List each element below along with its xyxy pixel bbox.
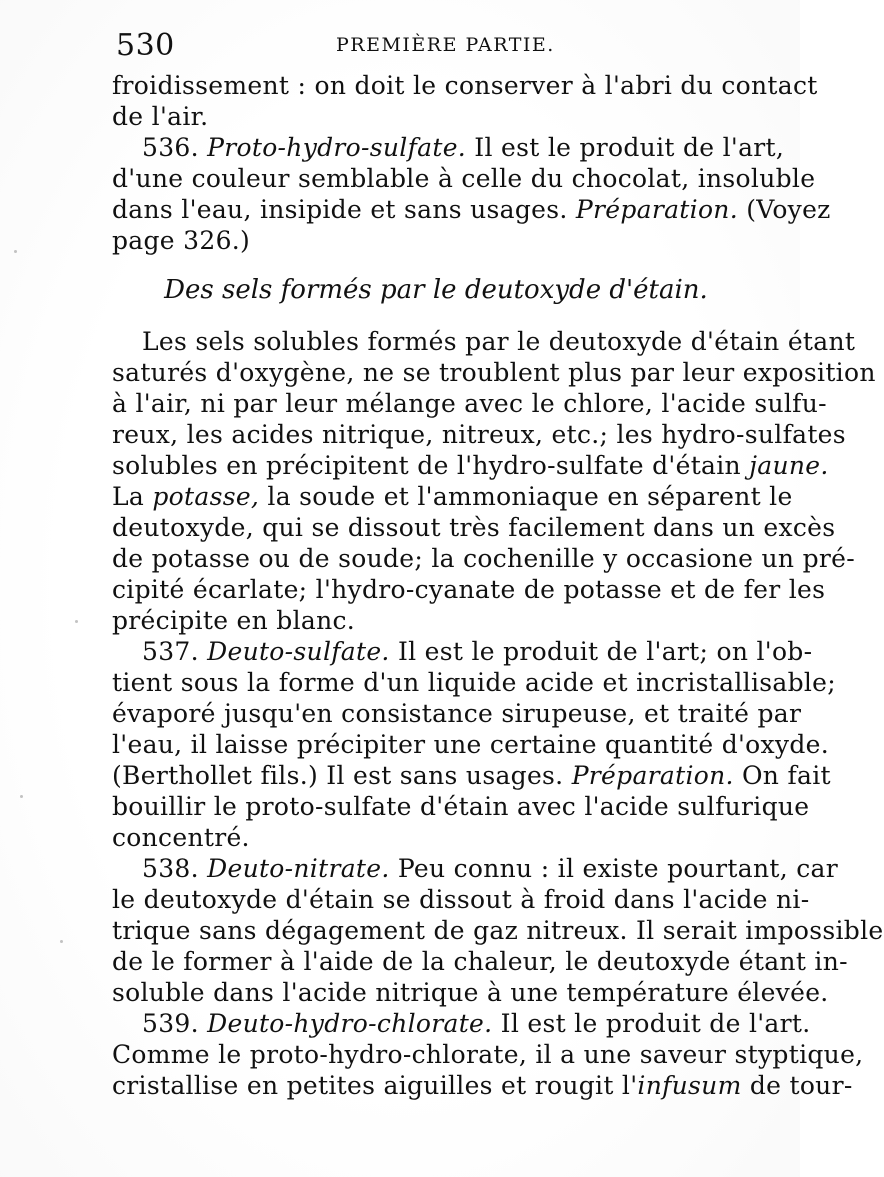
text-segment: On fait [742,761,831,790]
preparation-label: Préparation. [575,195,738,224]
text-line: l'eau, il laisse précipiter une certaine quantité d'oxyde. [112,730,829,759]
text-line: évaporé jusqu'en consistance sirupeuse, et traité par [112,699,802,728]
text-segment: Peu connu : il existe pourtant, car [397,854,838,883]
text-line: reux, les acides nitrique, nitreux, etc.; les hydro-sulfates [112,420,846,449]
entry-title: Deuto-nitrate. [207,854,390,883]
text-line: d'une couleur semblable à celle du chocolat, insoluble [112,164,816,193]
page-header [112,28,760,62]
text-line: soluble dans l'acide nitrique à une température élevée. [112,978,829,1007]
print-speck [14,250,17,253]
text-segment: dans l'eau, insipide et sans usages. [112,195,568,224]
text-line [112,194,831,225]
text-line [112,760,831,791]
text-line: page 326.) [112,226,251,255]
paragraph-536-first-line [112,132,785,163]
preparation-label: Préparation. [571,761,734,790]
section-heading: Des sels formés par le deutoxyde d'étain. [164,275,708,305]
paragraph-539-first-line [112,1008,811,1039]
text-line: Les sels solubles formés par le deutoxyde d'étain étant [142,327,856,356]
text-line: de potasse ou de soude; la cochenille y occasione un pré- [112,544,855,573]
text-line [112,450,829,481]
text-line: concentré. [112,823,250,852]
text-line: tient sous la forme d'un liquide acide et incristallisable; [112,668,836,697]
paragraph-537-first-line [112,636,813,667]
entry-title: Deuto-hydro-chlorate. [207,1009,493,1038]
text-line: bouillir le proto-sulfate d'étain avec l'acide sulfurique [112,792,810,821]
text-line: trique sans dégagement de gaz nitreux. Il serait impossible [112,916,884,945]
print-speck [75,620,78,623]
text-line: Comme le proto-hydro-chlorate, il a une saveur styptique, [112,1040,864,1069]
paragraph-number: 538. [142,854,199,883]
page-body [112,70,884,1101]
print-speck [20,795,23,798]
text-line: cipité écarlate; l'hydro-cyanate de potasse et de fer les [112,575,826,604]
page-number: 530 [116,28,175,63]
text-segment: La [112,482,145,511]
text-line [112,1070,853,1101]
emphasis: potasse, [152,482,260,511]
emphasis: jaune. [749,451,829,480]
text-line [112,481,793,512]
entry-title: Proto-hydro-sulfate. [207,133,467,162]
text-line: deutoxyde, qui se dissout très facilement dans un excès [112,513,836,542]
text-line: de le former à l'aide de la chaleur, le deutoxyde étant in- [112,947,848,976]
text-segment: solubles en précipitent de l'hydro-sulfate d'étain [112,451,741,480]
paragraph-number: 536. [142,133,199,162]
text-segment: Il est le produit de l'art. [500,1009,811,1038]
text-line: saturés d'oxygène, ne se troublent plus par leur exposition [112,358,876,387]
print-speck [60,940,63,943]
text-line: de l'air. [112,102,209,131]
paragraph-number: 537. [142,637,199,666]
entry-title: Deuto-sulfate. [207,637,390,666]
paragraph-number: 539. [142,1009,199,1038]
text-segment: (Voyez [746,195,831,224]
text-segment: Il est le produit de l'art, [474,133,785,162]
text-segment: (Berthollet fils.) Il est sans usages. [112,761,564,790]
text-segment: cristallise en petites aiguilles et rougit l' [112,1071,638,1100]
paragraph-538-first-line [112,853,838,884]
text-line: à l'air, ni par leur mélange avec le chlore, l'acide sulfu- [112,389,827,418]
text-line: précipite en blanc. [112,606,356,635]
text-line: le deutoxyde d'étain se dissout à froid dans l'acide ni- [112,885,810,914]
text-segment: de tour- [749,1071,853,1100]
emphasis: infusum [637,1071,742,1100]
running-head: PREMIÈRE PARTIE. [336,34,555,56]
text-segment: la soude et l'ammoniaque en séparent le [267,482,793,511]
text-segment: Il est le produit de l'art; on l'ob- [397,637,813,666]
text-line: froidissement : on doit le conserver à l'abri du contact [112,71,818,100]
